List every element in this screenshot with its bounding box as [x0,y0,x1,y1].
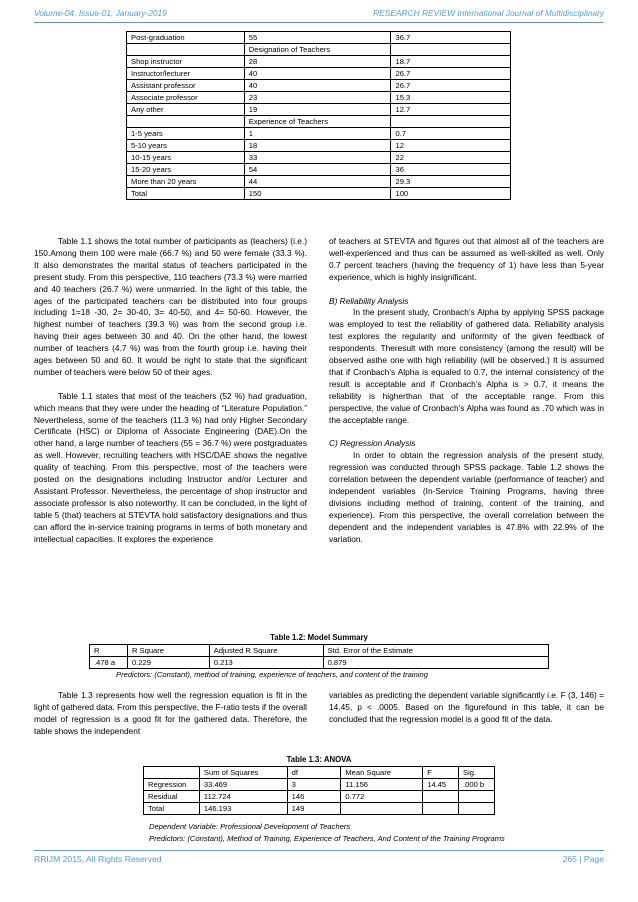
table-cell: 146.193 [199,803,287,815]
column-header: df [287,767,341,779]
table-row [127,188,511,200]
table-row [127,140,511,152]
table-caption: Table 1.2: Model Summary [270,633,368,642]
column-header: Sum of Squares [199,767,287,779]
table-cell: 23 [244,92,391,104]
table-cell: 100 [391,188,511,200]
table-row [90,657,549,669]
paragraph: In order to obtain the regression analysis of the present study, regression was conducted through SPSS package. Table 1.2 shows the correlation between the dependent variable (performance of teacher) and independent variables (In-Service Training Programs, having three divisions including method of training, content of the training, and experience). From this perspective, the overall correlation between the dependent and the independent variables is 47.8% with 22.9% of the variation. [329,450,604,544]
paragraph: Table 1.3 represents how well the regression equation is fit in the light of gathered data. From this perspective, the F-ratio tests if the overall model of regression is a good fit for the gathered data. Therefore, the table shows the independent [34,690,307,736]
table-cell: 26.7 [391,68,511,80]
section-heading-regression: C) Regression Analysis [329,438,416,449]
table-cell: .000 b [459,779,495,791]
table-section-row [127,116,511,128]
column-header: F [423,767,459,779]
table-cell: 0.7 [391,128,511,140]
table-cell: 0.229 [127,657,209,669]
column-header [144,767,200,779]
table-cell: 14.45 [423,779,459,791]
table-cell: 1-5 years [127,128,245,140]
table-cell: 29.3 [391,176,511,188]
table-cell: Any other [127,104,245,116]
right-column [329,236,604,546]
section-heading-designation: Designation of Teachers [244,44,391,56]
table-cell: 40 [244,80,391,92]
journal-volume-issue: Volume-04, Issue-01, January-2019 [34,8,167,18]
table-cell [391,116,511,128]
table-row [127,176,511,188]
table-cell: 3 [287,779,341,791]
table-cell: 18 [244,140,391,152]
table-row [127,128,511,140]
section-heading-experience: Experience of Teachers [244,116,391,128]
table-cell: 55 [244,32,391,44]
table-row [127,32,511,44]
table-cell: 1 [244,128,391,140]
journal-title: RESEARCH REVIEW International Journal of Multidisciplinary [373,8,604,18]
left-column-bottom [34,690,307,738]
table-cell: Total [127,188,245,200]
table-cell [127,116,245,128]
section-heading-reliability: B) Reliability Analysis [329,295,409,306]
paragraph: variables as predicting the dependent variable significantly i.e. F (3, 146) = 14.45, p < .0005. Based on the figurefound in this table, it can be concluded that the regression model is a good fit of the data. [329,690,604,724]
table-cell: Post-graduation [127,32,245,44]
paragraph: of teachers at STEVTA and figures out that almost all of the teachers are well-experienced and thus can be assumed as well-skilled as well. Only 0.7 percent teachers (having the frequency of 1) have less than 5-year experience, which is highly insignificant. [329,236,604,282]
table-note: Predictors: (Constant), method of training, experience of teachers, and content of the training [116,670,428,679]
table-cell [459,791,495,803]
table-cell [127,44,245,56]
table-cell [391,44,511,56]
left-column [34,236,307,546]
table-cell [423,791,459,803]
table-cell: 0.772 [341,791,423,803]
table-cell: 15-20 years [127,164,245,176]
table-header-row [90,645,549,657]
table-note: Dependent Variable: Professional Development of Teachers [149,822,351,831]
column-header: R [90,645,128,657]
paragraph: Table 1.1 shows the total number of participants as (teachers) (i.e.) 150.Among them 100 were male (66.7 %) and 50 were female (33.3 %). It also demonstrates the marital status of teachers participated in the present study. From this perspective, 110 teachers (73.3 %) were married and 40 teachers (26.7 %) were unmarried. In the light of this table, the ages of the participated teachers can be distributed into four groups including 1=18 -30, 2= 30-40, 3= 40-50, and 4= 50-60. However, the highest number of teachers (39.3 %) was from the second group i.e. having their ages between 30 and 40. On the other hand, the lowest number of teachers (4.7 %) was from the fourth group i.e. having their ages between 50 and 60. It would be right to state that the significant number of teachers were below 50 of their ages. [34,236,307,377]
model-summary-table [89,644,549,669]
table-cell: Regression [144,779,200,791]
table-cell: More than 20 years [127,176,245,188]
table-cell: Shop instructor [127,56,245,68]
column-header: Mean Square [341,767,423,779]
table-note: Predictors: (Constant), Method of Training, Experience of Teachers, And Content of the Training Programs [149,834,505,843]
table-cell: 146 [287,791,341,803]
right-column-bottom [329,690,604,726]
column-header: Std. Error of the Estimate [323,645,548,657]
table-row [127,80,511,92]
table-cell: Assistant professor [127,80,245,92]
table-cell: 28 [244,56,391,68]
table-cell: 44 [244,176,391,188]
table-cell [459,803,495,815]
table-row [127,56,511,68]
table-cell: 150 [244,188,391,200]
running-footer [34,854,604,868]
page-number: 265 | Page [562,854,604,864]
table-cell: 33.469 [199,779,287,791]
table-cell: 15.3 [391,92,511,104]
table-cell: Residual [144,791,200,803]
table-row [144,779,495,791]
table-row [144,791,495,803]
table-header-row [144,767,495,779]
header-rule [34,22,604,23]
copyright: RRIJM 2015, All Rights Reserved [34,854,162,864]
paragraph: In the present study, Cronbach’s Alpha by applying SPSS package was employed to test the reliability of gathered data. Reliability analysis test explores the regularity and uniformity of the given feedback of respondents. Theresult with more consistency (among the result) will be observed asthe one with high reliability (will be observed.) It is assumed that if Cronbach’s Alpha is equaled to 0.7, the internal consistency of the result is acceptable and if Cronbach’s Alpha is > 0.7, it means the reliability is higherthan that of the acceptable range. From this perspective, the value of Cronbach’s Alpha was found as .70 which was in the acceptable range. [329,307,604,425]
table-row [127,104,511,116]
table-caption: Table 1.3: ANOVA [286,755,352,764]
table-cell: 36.7 [391,32,511,44]
column-header: R Square [127,645,209,657]
table-cell: 12 [391,140,511,152]
demographics-table [126,31,511,200]
table-row [127,68,511,80]
column-header: Adjusted R Square [209,645,323,657]
table-cell: 5-10 years [127,140,245,152]
table-cell: 112.724 [199,791,287,803]
table-row [127,92,511,104]
paragraph: Table 1.1 states that most of the teachers (52 %) had graduation, which means that they were under the heading of “Literature Population.” Nevertheless, some of the teachers (11.3 %) had only Higher Secondary Certificate (HSC) or Diploma of Associate Engineering (DAE).On the other hand, a large number of teachers (55 = 36.7 %) were postgraduates as well. However, recruiting teachers with HSC/DAE shows the negative quality of teaching. From this perspective, most of the teachers were posted on the designations including Instructor and/or Lecturer and Assistant Professor. Nevertheless, the percentage of shop instructor and associate professor is also noteworthy. It can be concluded, in the light of table 5 (that) teachers at STEVTA hold satisfactory designations and thus can afford the in-service training programs in terms of both monetary and intellectual capacities. It explores the experience [34,390,307,544]
table-cell: 22 [391,152,511,164]
table-cell: 149 [287,803,341,815]
table-cell: 33 [244,152,391,164]
table-cell: 54 [244,164,391,176]
table-cell: 19 [244,104,391,116]
table-cell: 18.7 [391,56,511,68]
table-cell: 10-15 years [127,152,245,164]
table-cell: Total [144,803,200,815]
table-cell: 11.156 [341,779,423,791]
table-cell: 12.7 [391,104,511,116]
table-cell: .478 a [90,657,128,669]
table-row [144,803,495,815]
table-cell [341,803,423,815]
table-cell: Instructor/lecturer [127,68,245,80]
table-row [127,164,511,176]
anova-table [143,766,495,815]
footer-rule [34,850,604,851]
table-cell: 40 [244,68,391,80]
table-cell [423,803,459,815]
table-section-row [127,44,511,56]
table-cell: 0.879 [323,657,548,669]
table-row [127,152,511,164]
table-cell: 26.7 [391,80,511,92]
table-cell: Associate professor [127,92,245,104]
column-header: Sig. [459,767,495,779]
table-cell: 36 [391,164,511,176]
table-cell: 0.213 [209,657,323,669]
running-header [34,8,604,22]
